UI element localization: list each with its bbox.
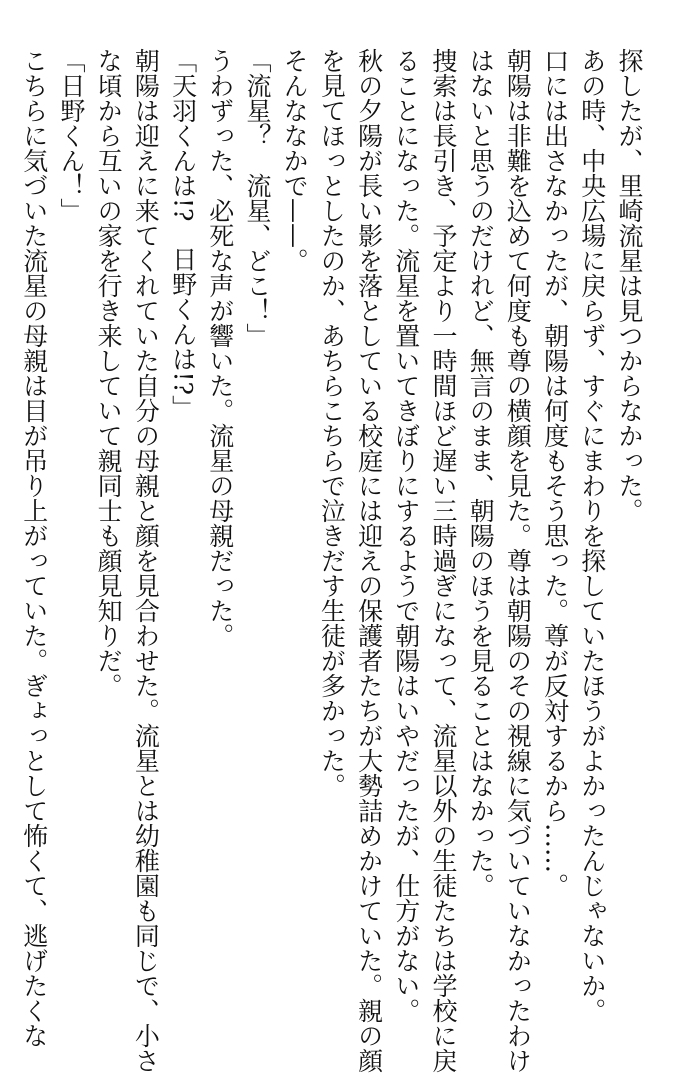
text-line-4: 朝陽は非難を込めて何度も尊の横顔を見た。尊は朝陽のその視線に気づいていなかったわけ: [503, 48, 533, 1073]
vertical-text-body: [16, 48, 648, 1073]
text-line-8: 秋の夕陽が長い影を落としている校庭には迎えの保護者たちが大勢詰めかけていた。親の顔: [354, 48, 384, 1073]
text-line-12: うわずった、必死な声が響いた。流星の母親だった。: [205, 48, 235, 648]
text-line-15: な頃から互いの家を行き来していて親同士も顔見知りだ。: [94, 48, 124, 698]
text-line-5: はないと思うのだけれど、無言のまま、朝陽のほうを見ることはなかった。: [466, 48, 496, 898]
text-line-6: 捜索は長引き、予定より一時間ほど遅い三時過ぎになって、流星以外の生徒たちは学校に戻: [428, 48, 458, 1073]
text-line-14: 朝陽は迎えに来てくれていた自分の母親と顔を見合わせた。流星とは幼稚園も同じで、小さ: [131, 48, 161, 1073]
text-line-1: 探したが、里崎流星は見つからなかった。: [615, 48, 644, 523]
text-line-9: を見てほっとしたのか、あちらこちらで泣きだす生徒が多かった。: [317, 48, 347, 798]
text-line-3: 口には出さなかったが、朝陽は何度もそう思った。尊が反対するから……。: [540, 48, 570, 898]
text-line-13: 「天羽くんは!? 日野くんは!?」: [168, 48, 198, 420]
text-line-17: こちらに気づいた流星の母親は目が吊り上がっていた。ぎょっとして怖くて、逃げたくな: [19, 48, 49, 1048]
text-line-16: 「日野くん！」: [56, 48, 86, 223]
text-line-2: あの時、中央広場に戻らず、すぐにまわりを探していたほうがよかったんじゃないか。: [577, 48, 607, 1023]
text-line-10: そんななかで——。: [280, 48, 310, 273]
text-line-7: ることになった。流星を置いてきぼりにするようで朝陽はいやだったが、仕方がない。: [391, 48, 421, 1023]
text-line-11: 「流星？ 流星、どこ！」: [242, 48, 272, 348]
